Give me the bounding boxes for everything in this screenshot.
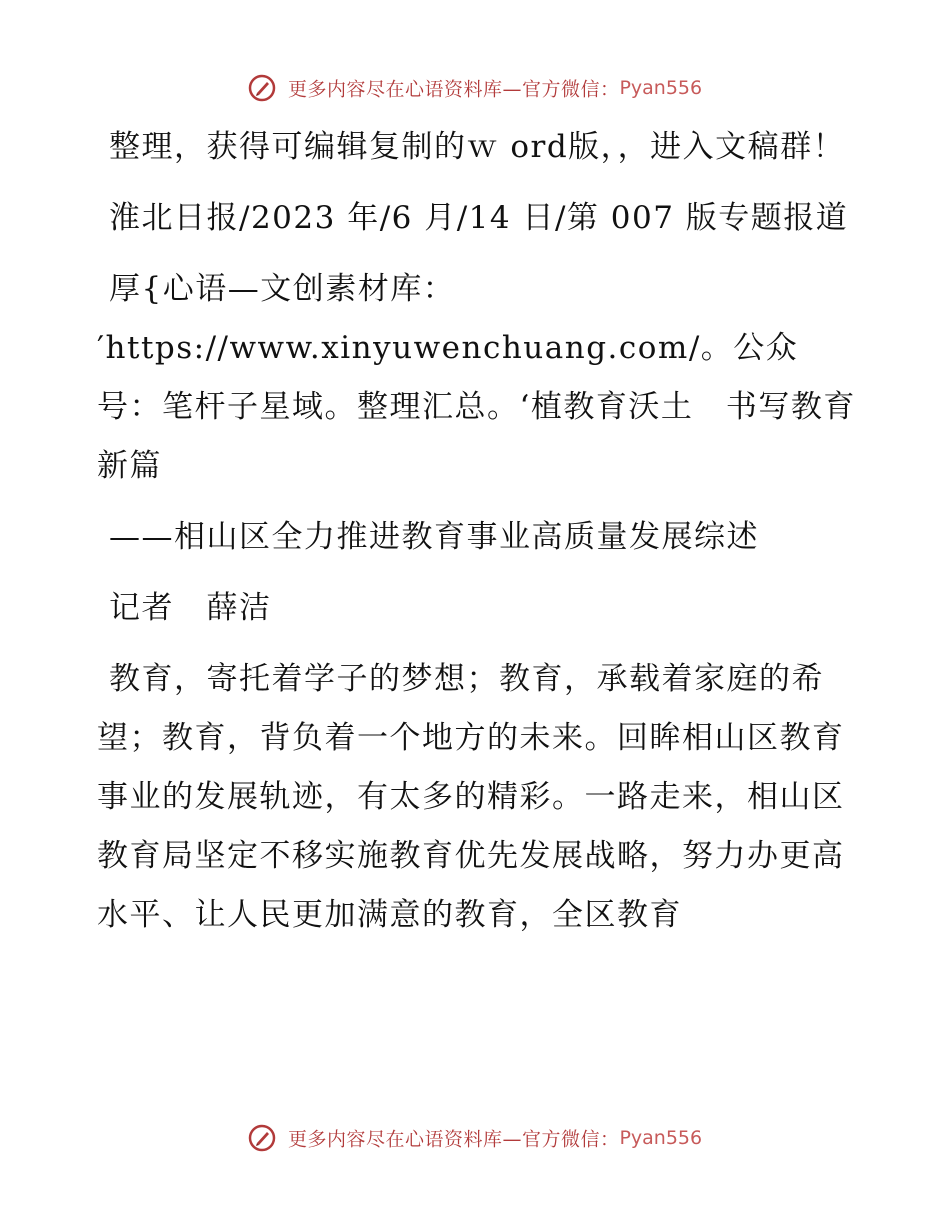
watermark-text: 更多内容尽在心语资料库—官方微信：: [287, 1128, 620, 1151]
pen-logo-icon: [248, 1124, 276, 1152]
document-body: [97, 118, 857, 945]
header-watermark: [0, 74, 950, 102]
paragraph-byline: 记者 薛洁: [109, 590, 272, 626]
paragraph-source: 淮北日报/2023 年/6 月/14 日/第 007 版专题报道: [109, 200, 849, 236]
paragraph-heading: 厚{心语—文创素材库：′https://www.xinyuwenchuang.com/。公众号：笔杆子星域。整理汇总。‘植教育沃土 书写教育新篇: [97, 271, 856, 484]
watermark-wechat-id: Pyan556: [619, 77, 703, 99]
footer-watermark: [0, 1124, 950, 1152]
paragraph-intro: 整理，获得可编辑复制的ｗ ord版，，进入文稿群！: [109, 129, 846, 165]
pen-logo-icon: [248, 74, 276, 102]
watermark-text: 更多内容尽在心语资料库—官方微信：: [287, 78, 620, 101]
paragraph-subtitle: ——相山区全力推进教育事业高质量发展综述: [109, 519, 759, 555]
paragraph-body: 教育，寄托着学子的梦想；教育，承载着家庭的希望；教育，背负着一个地方的未来。回眸相山区教育事业的发展轨迹，有太多的精彩。一路走来，相山区教育局坚定不移实施教育优先发展战略，努力办更高水平、让人民更加满意的教育，全区教育: [97, 661, 845, 933]
watermark-wechat-id: Pyan556: [619, 1127, 703, 1149]
